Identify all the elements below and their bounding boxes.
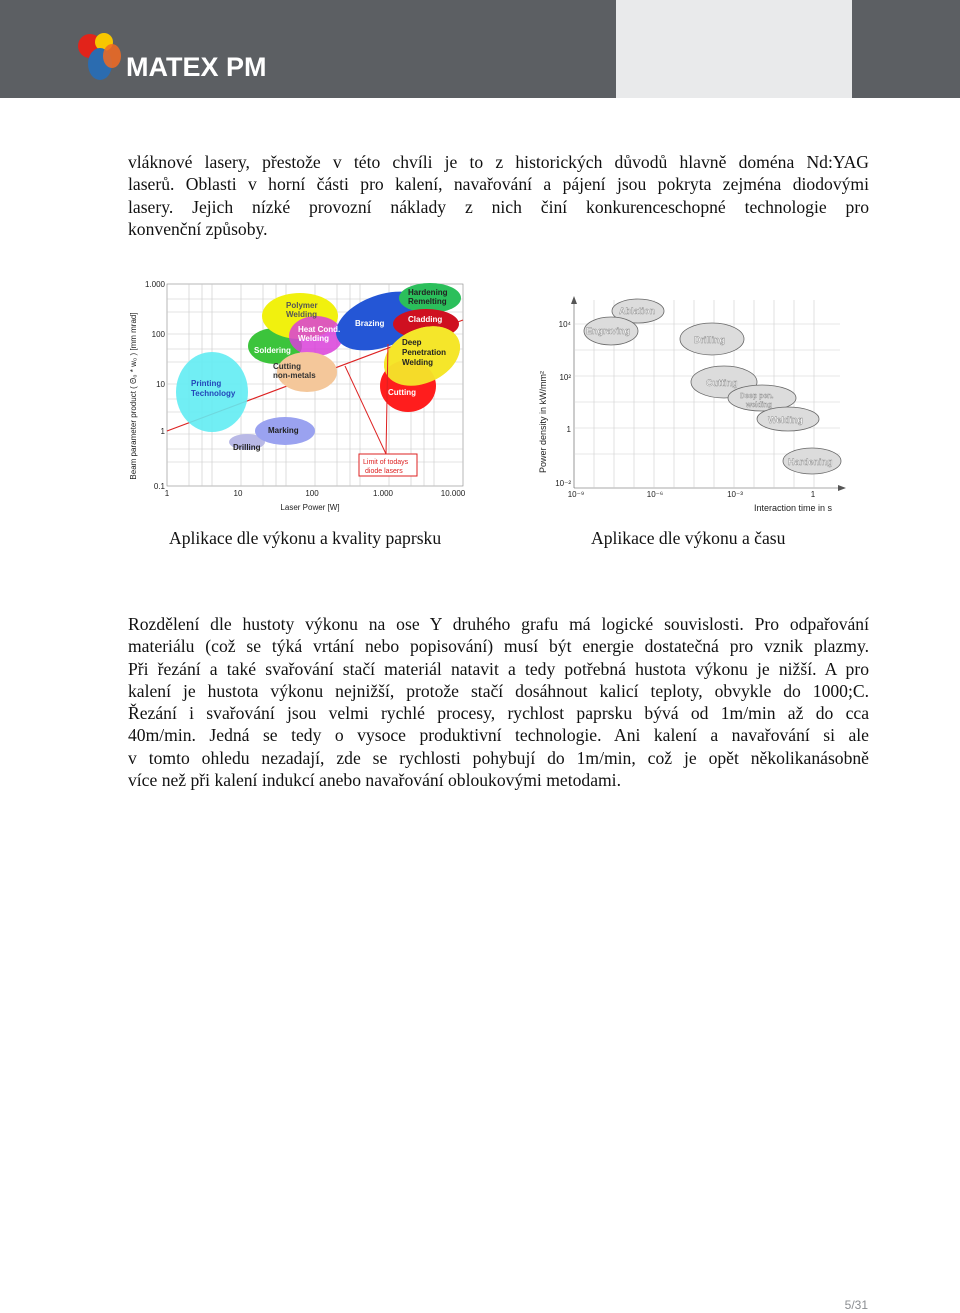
paragraph-2-line: 40m/min. Jedná se tedy o vysoce produktivní technologie. Ani kalení a navařování si ale: [128, 725, 869, 746]
label-welding: Welding: [768, 415, 803, 425]
label-ablation: Ablation: [619, 306, 655, 316]
paragraph-1-line: konvenční způsoby.: [128, 218, 268, 239]
figure-1-caption: Aplikace dle výkonu a kvality paprsku: [169, 528, 442, 548]
x-ticks: [568, 490, 816, 499]
label-deep-pen: Deep pen.: [740, 393, 774, 400]
limit-label: diode lasers: [365, 468, 403, 475]
paragraph-2-line: kalení je hustota výkonu nejnižší, protože stačí dosáhnout kalicí teploty, obvykle do 1000;C.: [128, 680, 869, 701]
x-tick: 10: [233, 489, 243, 498]
label-cutting-nonmetals: non-metals: [273, 371, 316, 380]
paragraph-2-line: více než při kalení indukcí anebo navařování obloukovými metodami.: [128, 770, 621, 791]
x-tick: 10⁻⁶: [646, 490, 664, 499]
x-axis-arrow: [838, 485, 846, 491]
label-engraving: Engraving: [586, 326, 631, 336]
figure-beam-quality: [130, 276, 475, 516]
label-polymer: Polymer: [286, 301, 318, 310]
label-polymer: Welding: [286, 310, 317, 319]
figure-2-caption: Aplikace dle výkonu a času: [591, 528, 786, 548]
y-tick: 1: [160, 427, 165, 436]
paragraph-1-line: laserů. Oblasti v horní části pro kalení, navařování a pájení jsou pokryta zejména diodovými: [128, 174, 869, 195]
logo-text: MATEX PM: [126, 52, 267, 82]
x-tick: 1: [810, 490, 816, 499]
figure-power-time-svg: [534, 292, 850, 518]
paragraph-2-line: Při řezání a také svařování stačí materiál natavit a tedy potřebná hustota výkonu je nižší. A pro: [128, 658, 869, 679]
x-tick: 10⁻³: [727, 490, 743, 499]
label-cutting: Cutting: [706, 378, 738, 388]
label-brazing: Brazing: [355, 319, 385, 328]
y-axis-arrow: [571, 296, 577, 304]
logo-orange-petal: [103, 44, 121, 68]
y-ticks: [555, 320, 571, 488]
label-printing: Printing: [191, 379, 222, 388]
label-marking: Marking: [268, 426, 299, 435]
y-axis-label: Power density in kW/mm²: [538, 370, 548, 474]
limit-arrow: [345, 366, 386, 454]
y-tick: 1.000: [144, 280, 165, 289]
label-hardening: Hardening: [788, 457, 833, 467]
label-cladding: Cladding: [408, 315, 443, 324]
x-tick: 10.000: [440, 489, 466, 498]
label-soldering: Soldering: [254, 346, 291, 355]
x-tick: 10⁻⁹: [567, 490, 585, 499]
paragraph-2: [128, 613, 869, 791]
limit-label: Limit of todays: [363, 459, 409, 466]
paragraph-2-line: materiálu (což se týká vrtání nebo popisování) musí být energie dostatečná pro vznik plazmy.: [128, 636, 869, 657]
paragraph-2-line: Řezání i svařování jsou velmi rychlé procesy, rychlost paprsku bývá od 1m/min až do cca: [128, 703, 869, 724]
y-ticks: [145, 280, 166, 491]
label-deep-pen: welding: [746, 402, 773, 409]
paragraph-2-line: v tomto ohledu nezadají, zde se rychlosti pohybují do 1m/min, což je opět několikanásobně: [128, 747, 869, 768]
page-number: 5/31: [844, 1298, 868, 1312]
label-remelting: Remelting: [408, 297, 447, 306]
label-hardening: Hardening: [408, 288, 448, 297]
x-tick: 100: [305, 489, 319, 498]
y-tick: 0.1: [153, 482, 165, 491]
label-drilling: Drilling: [233, 443, 261, 452]
x-axis-label: Interaction time in s: [754, 503, 833, 513]
label-cutting: Cutting: [388, 388, 416, 397]
label-heatcond: Heat Cond.: [298, 325, 341, 334]
y-tick: 10²: [559, 373, 571, 382]
y-axis-label: Beam parameter product ( Θ₀ * w₀ ) [mm mrad]: [129, 312, 138, 480]
y-tick: 1: [566, 425, 571, 434]
label-deep: Deep: [402, 338, 422, 347]
label-deep: Penetration: [402, 348, 447, 357]
paragraph-1: [128, 151, 869, 240]
label-printing: Technology: [191, 389, 236, 398]
paragraph-1-line: vláknové lasery, přestože v této chvíli je to z historických důvodů hlavně doména Nd:YAG: [128, 152, 869, 172]
x-axis-label: Laser Power [W]: [280, 503, 340, 512]
x-tick: 1: [164, 489, 170, 498]
label-heatcond: Welding: [298, 334, 329, 343]
label-deep: Welding: [402, 358, 433, 367]
header-accent-block: [616, 0, 852, 98]
y-tick: 10: [156, 380, 165, 389]
figure-power-time: [534, 292, 850, 518]
figure-beam-quality-svg: [130, 276, 475, 516]
paragraph-1-line: lasery. Jejich nízké provozní náklady z nich činí konkurenceschopné technologie pro: [128, 196, 869, 217]
y-tick: 10⁻²: [555, 479, 571, 488]
label-drilling: Drilling: [694, 335, 725, 345]
y-tick: 10⁴: [558, 320, 571, 329]
y-tick: 100: [151, 330, 165, 339]
paragraph-2-line: Rozdělení dle hustoty výkonu na ose Y druhého grafu má logické souvislosti. Pro odpařování: [128, 614, 869, 634]
label-cutting-nonmetals: Cutting: [273, 362, 301, 371]
x-tick: 1.000: [372, 489, 394, 498]
x-ticks: [165, 489, 466, 498]
